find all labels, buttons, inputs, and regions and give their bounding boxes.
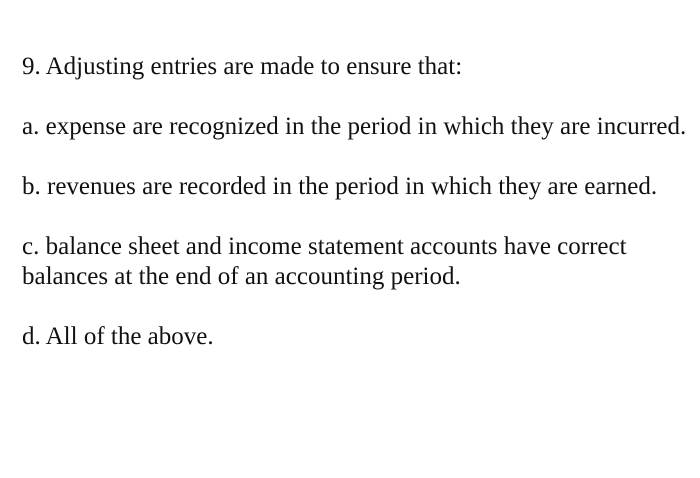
- option-b: b. revenues are recorded in the period in which they are earned.: [22, 173, 658, 200]
- question-text: 9. Adjusting entries are made to ensure that:: [22, 53, 463, 80]
- question-document: [22, 52, 688, 382]
- option-a: a. expense are recognized in the period in which they are incurred.: [22, 113, 687, 140]
- option-c: c. balance sheet and income statement accounts have correct balances at the end of an accounting period.: [22, 233, 627, 290]
- option-d: d. All of the above.: [22, 323, 214, 350]
